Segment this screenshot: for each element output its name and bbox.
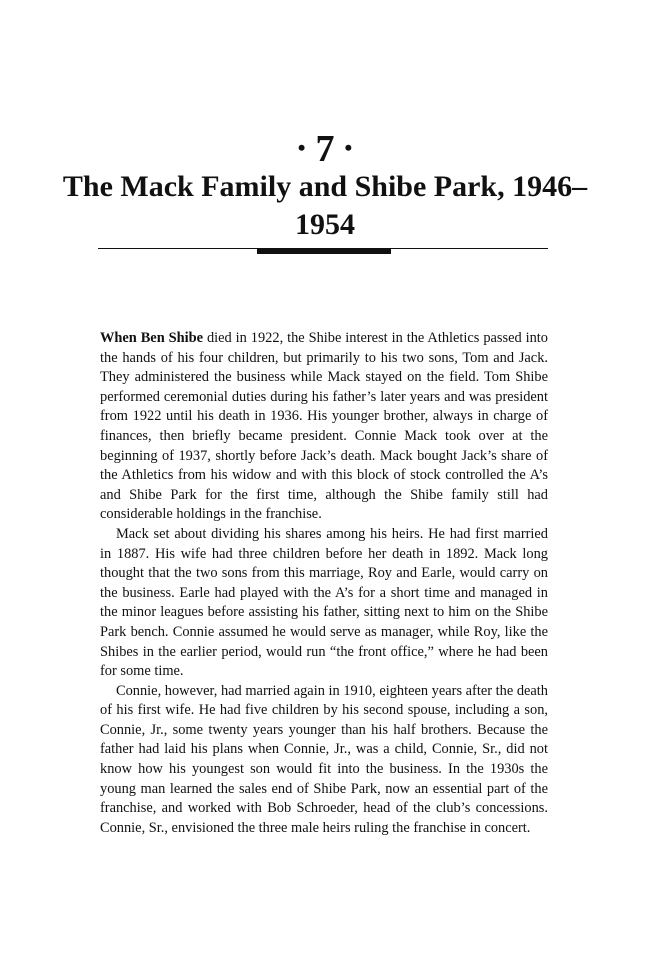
title-rule-accent xyxy=(257,249,391,254)
paragraph-1-text: died in 1922, the Shibe interest in the Athletics passed into the hands of his four children, but primarily to his two sons, Tom and Jack. They administered the business while Mack stayed on the field. Tom Shibe performed ceremonial duties during his father’s later years and was president from 1922 until his death in 1936. His younger brother, always in charge of finances, then briefly became president. Connie Mack took over at the beginning of 1937, shortly before Jack’s death. Mack bought Jack’s share of the Athletics from his widow and with this block of stock controlled the A’s and Shibe Park for the first time, although the Shibe family still had considerable holdings in the franchise. xyxy=(100,330,548,523)
chapter-body xyxy=(100,329,548,838)
paragraph-3: Connie, however, had married again in 1910, eighteen years after the death of his first wife. He had five children by his second spouse, including a son, Connie, Jr., some twenty years younger than his half brothers. Because the father had laid his plans when Connie, Jr., was a child, Connie, Sr., did not know how his youngest son would fit into the business. In the 1930s the young man learned the sales end of Shibe Park, now an essential part of the franchise, and worked with Bob Schroeder, head of the club’s concessions. Connie, Sr., envisioned the three male heirs ruling the franchise in concert. xyxy=(100,682,548,836)
chapter-bullet-right: • xyxy=(344,135,353,160)
paragraph-2: Mack set about dividing his shares among his heirs. He had first married in 1887. His wife had three children before her death in 1892. Mack long thought that the two sons from this marriage, Roy and Earle, would carry on the business. Earle had played with the A’s for a short time and managed in the minor leagues before assisting his father, sitting next to him on the Shibe Park bench. Connie assumed he would serve as manager, while Roy, like the Shibes in the earlier period, would run “the front office,” where he had been for some time. xyxy=(100,525,548,680)
paragraph-1-lead: When Ben Shibe xyxy=(100,330,204,346)
chapter-title: The Mack Family and Shibe Park, 1946–1954 xyxy=(62,170,588,241)
chapter-bullet-left: • xyxy=(297,135,306,160)
chapter-number-value: 7 xyxy=(315,128,335,170)
paragraph-1 xyxy=(100,329,548,525)
chapter-number xyxy=(0,126,650,171)
